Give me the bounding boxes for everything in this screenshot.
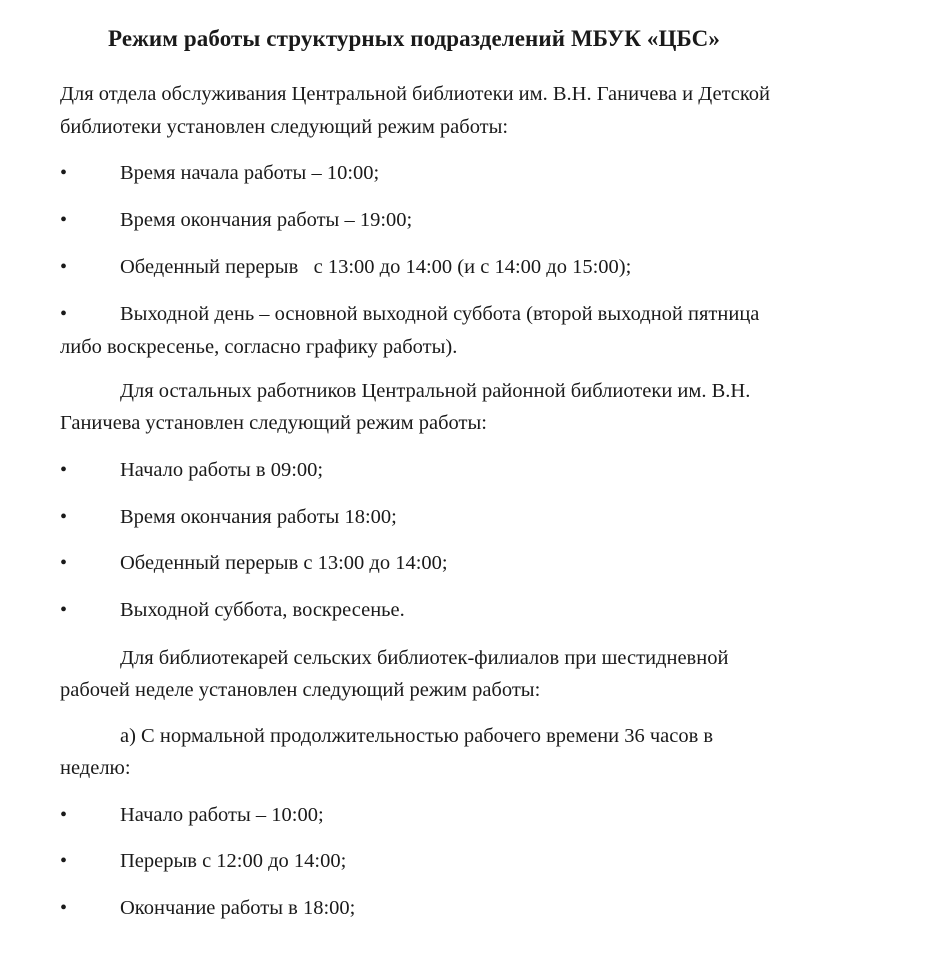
list-item-text: Время окончания работы – 19:00; xyxy=(120,209,413,231)
section2-intro-line2: Ганичева установлен следующий режим работы: xyxy=(60,412,487,434)
bullet-icon: • xyxy=(60,599,68,621)
section3-intro-line2: рабочей неделе установлен следующий режим работы: xyxy=(60,679,541,701)
section3-sub-a-line2: неделю: xyxy=(60,757,131,779)
section2-intro-line1: Для остальных работников Центральной районной библиотеки им. В.Н. xyxy=(120,380,751,402)
bullet-icon: • xyxy=(60,209,68,231)
list-item-text: Время начала работы – 10:00; xyxy=(120,162,380,184)
section3-sub-a-line1: а) С нормальной продолжительностью рабочего времени 36 часов в xyxy=(120,725,714,747)
bullet-icon: • xyxy=(60,897,68,919)
section1-intro-line1: Для отдела обслуживания Центральной библиотеки им. В.Н. Ганичева и Детской xyxy=(60,83,771,105)
list-item-text: Выходной суббота, воскресенье. xyxy=(120,599,405,621)
bullet-icon: • xyxy=(60,804,68,826)
list-item-text: Окончание работы в 18:00; xyxy=(120,897,356,919)
list-item-text: Перерыв с 12:00 до 14:00; xyxy=(120,850,347,872)
list-item-text: Обеденный перерыв с 13:00 до 14:00; xyxy=(120,552,448,574)
section1-intro-line2: библиотеки установлен следующий режим работы: xyxy=(60,116,509,138)
bullet-icon: • xyxy=(60,256,68,278)
list-item-text: Обеденный перерыв с 13:00 до 14:00 (и с 14:00 до 15:00); xyxy=(120,256,632,278)
section3-intro-line1: Для библиотекарей сельских библиотек-филиалов при шестидневной xyxy=(120,647,729,669)
list-item-text: Выходной день – основной выходной суббота (второй выходной пятница xyxy=(120,303,760,325)
bullet-icon: • xyxy=(60,506,68,528)
list-item-text: Время окончания работы 18:00; xyxy=(120,506,397,528)
bullet-icon: • xyxy=(60,459,68,481)
list-item-text: Начало работы в 09:00; xyxy=(120,459,324,481)
bullet-icon: • xyxy=(60,162,68,184)
bullet-icon: • xyxy=(60,303,68,325)
list-item-continuation: либо воскресенье, согласно графику работы). xyxy=(60,336,458,358)
document-title: Режим работы структурных подразделений МБУК «ЦБС» xyxy=(108,26,720,51)
bullet-icon: • xyxy=(60,552,68,574)
list-item-text: Начало работы – 10:00; xyxy=(120,804,324,826)
bullet-icon: • xyxy=(60,850,68,872)
